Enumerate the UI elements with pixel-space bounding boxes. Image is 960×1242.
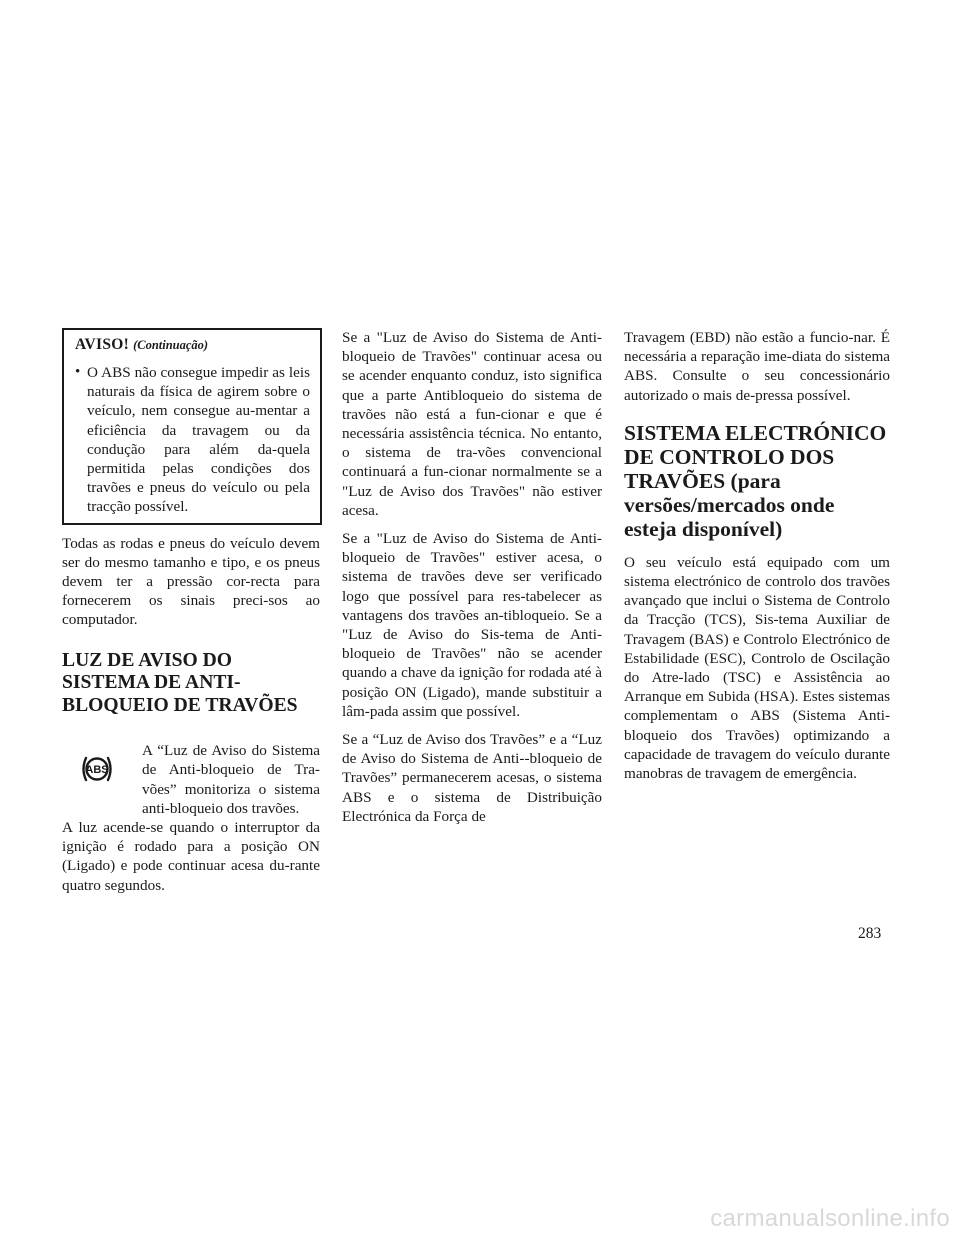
section-heading-electronic-brake-control: SISTEMA ELECTRÓNICO DE CONTROLO DOS TRAVÕES (para versões/mercados onde esteja disponível) [624, 420, 887, 541]
warning-title: AVISO! [75, 336, 130, 353]
watermark: carmanualsonline.info [710, 1205, 950, 1232]
abs-warning-icon [80, 755, 114, 783]
paragraph: Se a “Luz de Aviso dos Travões” e a “Luz de Aviso do Sistema de Anti--bloqueio de Travões” permanecerem acesas, o sistema ABS e o sistema de Distribuição Electrónica da Força de [342, 731, 602, 825]
warning-bullet [75, 363, 310, 517]
bullet-dot: • [75, 364, 81, 380]
paragraph: O seu veículo está equipado com um sistema electrónico de controlo dos travões avançado que inclui o Sistema de Controlo da Tracção (TCS), Sis-tema Auxiliar de Travagem (BAS) e Controlo Electrónico de Estabilidade (ESC), Controlo de Oscilação do Atre-lado (TSC) e Assistência ao Arranque em Subida (HSA). Estes sistemas complementam o ABS (Sistema Anti-bloqueio dos Travões) optimizando a capacidade de travagem do veículo durante manobras de travagem de emergência. [624, 553, 890, 783]
page-number: 283 [858, 925, 882, 942]
paragraph: Travagem (EBD) não estão a funcio-nar. É necessária a reparação ime-diata do sistema ABS. Consulte o seu concessionário autorizado o mais de-pressa possível. [624, 329, 890, 404]
column-right [624, 328, 890, 783]
warning-heading [75, 335, 310, 355]
column-left [62, 328, 320, 895]
paragraph: A “Luz de Aviso do Sistema de Anti-bloqueio de Tra-vões” monitoriza o sistema anti-bloqueio dos travões. [142, 742, 320, 817]
paragraph: A luz acende-se quando o interruptor da ignição é rodado para a posição ON (Ligado) e pode continuar acesa du-rante quatro segundos. [62, 818, 320, 894]
warning-box [62, 328, 322, 525]
paragraph: Se a "Luz de Aviso do Sistema de Anti-bloqueio de Travões" continuar acesa ou se acender enquanto conduz, isto significa que a parte Antibloqueio do sistema de travões não está a fun-cionar e que é necessária assistência técnica. No entanto, o sistema de tra-vões convencional continuará a fun-cionar normalmente se a "Luz de Aviso dos Travões" não estiver acesa. [342, 329, 602, 519]
paragraph: Se a "Luz de Aviso do Sistema de Anti-bloqueio de Travões" estiver acesa, o sistema de travões deve ser verificado logo que possível para res-tabelecer as vantagens dos travões an-tibloqueio. Se a "Luz de Aviso do Sis-tema de Anti-bloqueio de Travões" não se acender quando a chave da ignição for rodada até à posição ON (Ligado), mande substituir a lâm-pada assim que possível. [342, 530, 602, 720]
column-middle [342, 328, 602, 826]
section-heading-abs-warning-light: LUZ DE AVISO DO SISTEMA DE ANTI-BLOQUEIO DE TRAVÕES [62, 649, 298, 716]
abs-icon-paragraph [62, 741, 320, 895]
paragraph: Todas as rodas e pneus do veículo devem ser do mesmo tamanho e tipo, e os pneus devem ter a pressão cor-recta para fornecerem os sinais preci-sos ao computador. [62, 534, 320, 629]
warning-bullet-text: O ABS não consegue impedir as leis naturais da física de agirem sobre o veículo, nem consegue au-mentar a eficiência da travagem ou da condução para além da-quela permitida pelas condições dos travões e pneus do veículo ou pela tracção possível. [87, 364, 310, 516]
warning-continuation: (Continuação) [133, 338, 209, 352]
abs-icon-label: ABS [85, 764, 109, 777]
